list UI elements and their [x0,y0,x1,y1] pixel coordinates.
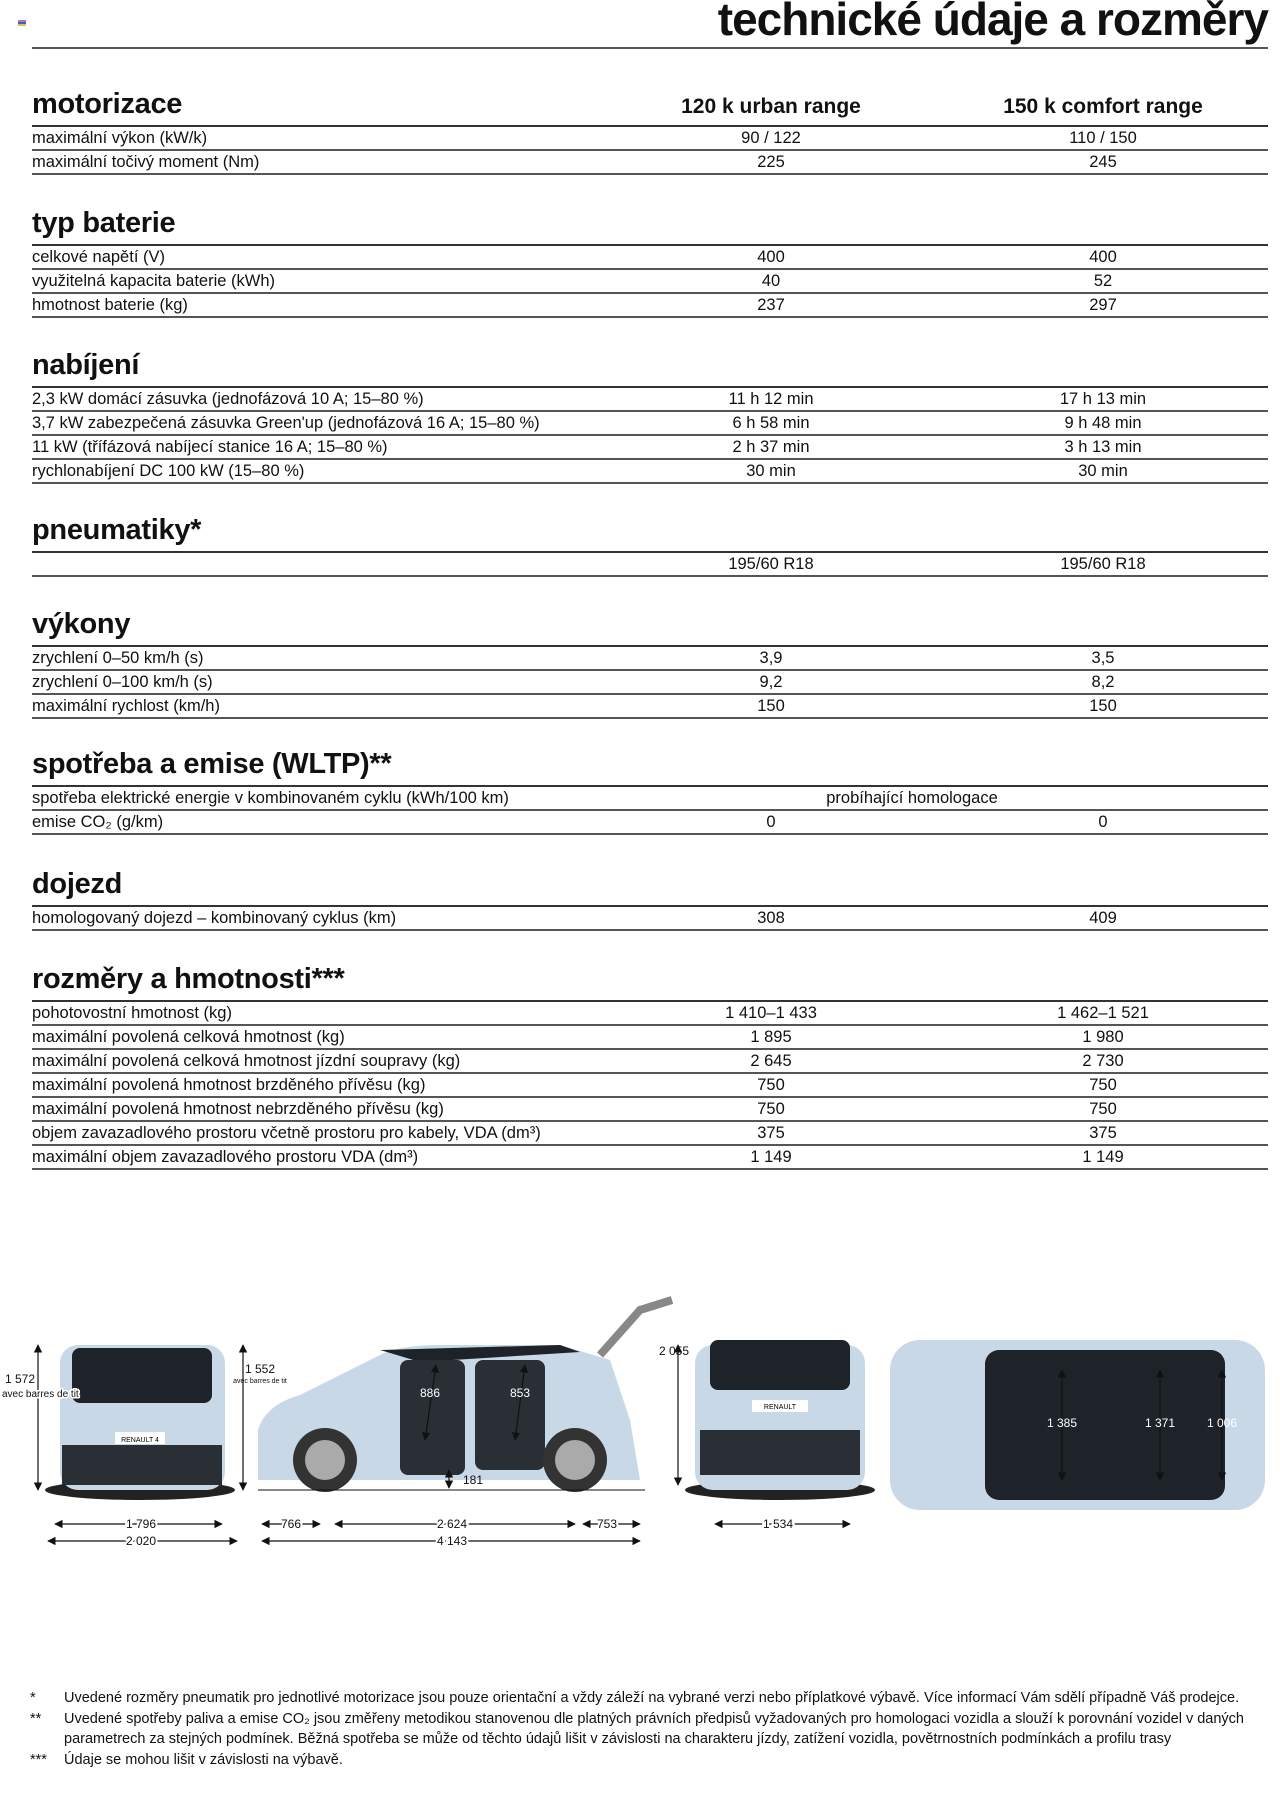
car-rear-view [685,1340,875,1500]
section-rozmery [32,963,1268,1170]
table-row [32,907,1268,931]
row-value-urban: 750 [757,1076,785,1094]
footnote-mark: *** [30,1751,47,1768]
spec-table [32,551,1268,577]
row-label: maximální povolená hmotnost brzděného přívěsu (kg) [32,1076,426,1094]
row-value-urban: 1 410–1 433 [725,1004,817,1022]
table-row [32,811,1268,835]
footnotes [30,1688,1270,1770]
table-row [32,1098,1268,1122]
dimension-label: 1 534 [762,1517,794,1531]
column-header: 120 k urban range [681,95,861,118]
row-value-urban: 1 149 [750,1148,792,1166]
section-vykony [32,608,1268,719]
table-row [32,412,1268,436]
row-label: zrychlení 0–100 km/h (s) [32,673,213,691]
table-row [32,671,1268,695]
car-side-view [258,1300,672,1492]
row-value-comfort: 409 [1089,909,1117,927]
row-label: pohotovostní hmotnost (kg) [32,1004,232,1022]
table-row [32,647,1268,671]
row-value-comfort: 750 [1089,1076,1117,1094]
spec-table [32,125,1268,175]
dimension-label: 1 796 [125,1517,157,1531]
table-row [32,1074,1268,1098]
footnote-mark: * [30,1690,36,1706]
row-value-comfort: 2 730 [1082,1052,1124,1070]
row-value-urban: 225 [757,153,785,171]
row-label: maximální točivý moment (Nm) [32,153,260,171]
row-value-urban: 40 [761,272,781,290]
spec-table [32,1000,1268,1170]
row-value-comfort: 9 h 48 min [1064,414,1142,432]
row-label: rychlonabíjení DC 100 kW (15–80 %) [32,462,305,480]
dimension-label: avec barres de tit [2,1389,79,1400]
row-value-urban: 237 [757,296,785,314]
table-row [32,553,1268,577]
rear-badge: RENAULT [763,1404,797,1411]
table-row [32,127,1268,151]
row-value-urban: 308 [757,909,785,927]
row-label: emise CO₂ (g/km) [32,813,164,831]
row-label: maximální povolená hmotnost nebrzděného přívěsu (kg) [32,1100,444,1118]
spec-table [32,244,1268,318]
table-row [32,388,1268,412]
row-value-urban: 11 h 12 min [728,390,814,408]
row-value-comfort: 1 980 [1082,1028,1124,1046]
front-badge: RENAULT 4 [121,1437,159,1444]
section-heading: dojezd [32,868,123,900]
dimension-label: 1 572 [4,1372,36,1386]
section-heading: pneumatiky* [32,514,202,546]
row-label: maximální objem zavazadlového prostoru VDA (dm³) [32,1148,419,1166]
row-label: spotřeba elektrické energie v kombinovaném cyklu (kWh/100 km) [32,789,509,807]
row-label: celkové napětí (V) [32,248,165,266]
row-label: využitelná kapacita baterie (kWh) [32,272,276,290]
row-value-urban: 90 / 122 [741,129,801,147]
row-value-urban: 2 h 37 min [732,438,810,456]
section-heading: nabíjení [32,349,140,381]
dimension-label: 1 371 [1144,1416,1176,1430]
title-divider [32,47,1268,49]
footnote-text: Uvedené rozměry pneumatik pro jednotlivé motorizace jsou pouze orientační a vždy záleží na vybrané verzi nebo příplatkové výbavě. Více informací Vám sdělí případně Váš prodejce. [64,1690,1240,1706]
table-row [32,294,1268,318]
footnote [30,1709,1270,1750]
spec-table [32,386,1268,484]
section-heading: spotřeba a emise (WLTP)** [32,748,392,780]
dimension-label: 2 624 [436,1517,468,1531]
row-label: maximální výkon (kW/k) [32,129,208,147]
row-value-comfort: 375 [1089,1124,1117,1142]
row-value-comfort: 30 min [1078,462,1128,480]
table-row [32,1050,1268,1074]
section-heading: motorizace [32,88,183,120]
row-value-comfort: 52 [1093,272,1113,290]
table-row [32,695,1268,719]
dimension-label: 853 [509,1386,531,1400]
row-value-comfort: 195/60 R18 [1060,555,1146,573]
footnote-mark: ** [30,1710,42,1727]
table-row [32,436,1268,460]
row-label: hmotnost baterie (kg) [32,296,188,314]
table-row [32,1026,1268,1050]
row-value-comfort: 297 [1089,296,1117,314]
row-value-urban: 1 895 [750,1028,792,1046]
table-row [32,270,1268,294]
color-marker [18,20,26,26]
car-front-view [45,1345,235,1500]
row-value-urban: 2 645 [750,1052,792,1070]
row-label: maximální povolená celková hmotnost jízdní soupravy (kg) [32,1052,461,1070]
section-motorizace [32,88,1268,175]
row-value-urban: 195/60 R18 [728,555,814,573]
row-label: 11 kW (třífázová nabíjecí stanice 16 A; 15–80 %) [32,438,388,456]
table-row [32,246,1268,270]
row-value-urban: 375 [757,1124,785,1142]
row-value-comfort: 245 [1089,153,1117,171]
row-value-urban: 6 h 58 min [732,414,810,432]
row-value-urban: 400 [757,248,785,266]
row-label: objem zavazadlového prostoru včetně prostoru pro kabely, VDA (dm³) [32,1124,541,1142]
row-value-comfort: 150 [1089,697,1117,715]
section-nabijeni [32,349,1268,484]
car-dimension-drawings [0,1290,1280,1570]
row-value-urban: 9,2 [759,673,783,691]
row-label: 3,7 kW zabezpečená zásuvka Green'up (jednofázová 16 A; 15–80 %) [32,414,540,432]
dimension-label: 753 [596,1517,618,1531]
footnote [30,1750,1270,1771]
page-title: technické údaje a rozměry [717,0,1268,45]
row-label: 2,3 kW domácí zásuvka (jednofázová 10 A; 15–80 %) [32,390,424,408]
dimension-label: 1 006 [1206,1416,1238,1430]
spec-table [32,785,1268,835]
row-label: zrychlení 0–50 km/h (s) [32,649,204,667]
row-value-urban: 30 min [746,462,796,480]
section-heading: výkony [32,608,131,640]
row-value-merged: probíhající homologace [826,789,998,807]
table-row [32,1146,1268,1170]
row-value-comfort: 1 462–1 521 [1057,1004,1149,1022]
row-value-urban: 750 [757,1100,785,1118]
row-value-comfort: 0 [1098,813,1108,831]
column-header: 150 k comfort range [1003,95,1203,118]
table-row [32,787,1268,811]
dimension-label: 766 [280,1517,302,1531]
table-row [32,460,1268,484]
row-value-urban: 150 [757,697,785,715]
row-label: maximální rychlost (km/h) [32,697,220,715]
row-value-comfort: 1 149 [1082,1148,1124,1166]
row-value-urban: 3,9 [759,649,783,667]
row-value-comfort: 3,5 [1091,649,1115,667]
section-dojezd [32,868,1268,931]
dimension-label: avec barres de tit [233,1378,287,1385]
spec-table [32,905,1268,931]
dimension-label: 2 020 [125,1534,157,1548]
row-value-comfort: 8,2 [1091,673,1115,691]
row-label: homologovaný dojezd – kombinovaný cyklus (km) [32,909,397,927]
footnote-text: Údaje se mohou lišit v závislosti na výbavě. [64,1751,343,1768]
row-value-comfort: 750 [1089,1100,1117,1118]
table-row [32,151,1268,175]
section-heading: rozměry a hmotnosti*** [32,963,345,995]
section-heading: typ baterie [32,207,176,239]
row-value-comfort: 400 [1089,248,1117,266]
dimension-label: 1 552 [244,1362,276,1376]
footnote-text: Uvedené spotřeby paliva a emise CO₂ jsou změřeny metodikou stanovenou dle platných právních předpisů vyžadovaných pro homologaci vozidla a slouží k porovnání vozidel v daných parametrech za stejných podmínek. Běžná spotřeba se může od těchto údajů lišit v závislosti na charakteru jízdy, zatížení vozidla, povětrnostních podmínkách a profilu trasy [64,1710,1244,1747]
spec-table [32,645,1268,719]
section-spotreba [32,748,1268,835]
dimension-label: 886 [419,1386,441,1400]
row-value-comfort: 17 h 13 min [1059,390,1147,408]
table-row [32,1122,1268,1146]
dimension-label: 2 055 [658,1344,690,1358]
row-value-comfort: 3 h 13 min [1064,438,1142,456]
row-value-urban: 0 [766,813,776,831]
dimension-label: 4 143 [436,1534,468,1548]
footnote [30,1688,1270,1709]
dimension-label: 181 [463,1473,484,1487]
table-row [32,1002,1268,1026]
row-label: maximální povolená celková hmotnost (kg) [32,1028,345,1046]
dimension-label: 1 385 [1046,1416,1078,1430]
section-baterie [32,207,1268,318]
section-pneumatiky [32,514,1268,577]
row-value-comfort: 110 / 150 [1069,129,1137,147]
